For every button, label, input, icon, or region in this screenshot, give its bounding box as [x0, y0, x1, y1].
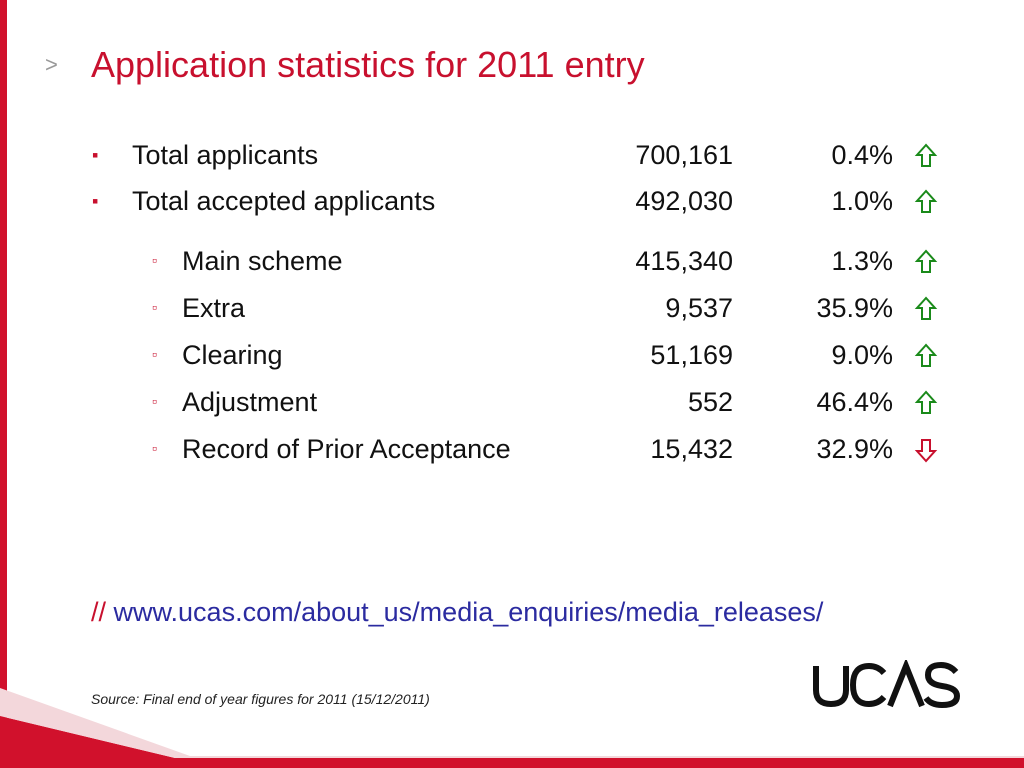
- square-bullet-icon: ▪: [92, 145, 99, 165]
- stat-count: 552: [687, 387, 733, 417]
- stat-row-record-of-prior-acceptance: [0, 434, 1024, 470]
- hollow-square-bullet-icon: ▫: [152, 299, 157, 315]
- stat-count: 700,161: [635, 140, 733, 170]
- stat-row-main-scheme: [0, 246, 1024, 282]
- hollow-square-bullet-icon: ▫: [152, 440, 157, 456]
- arrow-up-icon: [914, 342, 938, 370]
- stat-change: 0.4%: [831, 140, 893, 170]
- stat-row-total-applicants: [0, 140, 1024, 176]
- stat-change: 1.3%: [831, 246, 893, 276]
- stat-label: Record of Prior Acceptance: [182, 434, 511, 464]
- media-releases-link[interactable]: [91, 597, 823, 628]
- hollow-square-bullet-icon: ▫: [152, 346, 157, 362]
- stat-label: Total accepted applicants: [132, 186, 436, 216]
- stat-change: 9.0%: [831, 340, 893, 370]
- stat-row-clearing: [0, 340, 1024, 376]
- arrow-up-icon: [914, 142, 938, 170]
- stat-label: Clearing: [182, 340, 283, 370]
- arrow-down-icon: [914, 436, 938, 464]
- stat-label: Extra: [182, 293, 246, 323]
- stat-change: 32.9%: [816, 434, 893, 464]
- stat-count: 51,169: [650, 340, 733, 370]
- title-marker-icon: >: [45, 52, 58, 77]
- link-url[interactable]: www.ucas.com/about_us/media_enquiries/media_releases/: [113, 597, 824, 627]
- stat-change: 35.9%: [816, 293, 893, 323]
- link-prefix: //: [91, 597, 107, 627]
- stat-count: 415,340: [635, 246, 733, 276]
- source-note: Source: Final end of year figures for 2011 (15/12/2011): [91, 691, 430, 707]
- stat-label: Main scheme: [182, 246, 343, 276]
- bottom-accent-band: [0, 758, 1024, 768]
- ucas-logo: [812, 660, 962, 710]
- stat-change: 46.4%: [816, 387, 893, 417]
- arrow-up-icon: [914, 248, 938, 276]
- stat-count: 9,537: [665, 293, 733, 323]
- stat-count: 15,432: [650, 434, 733, 464]
- stat-label: Adjustment: [182, 387, 318, 417]
- page-title: Application statistics for 2011 entry: [91, 44, 645, 85]
- arrow-up-icon: [914, 295, 938, 323]
- hollow-square-bullet-icon: ▫: [152, 393, 157, 409]
- arrow-up-icon: [914, 389, 938, 417]
- arrow-up-icon: [914, 188, 938, 216]
- square-bullet-icon: ▪: [92, 191, 99, 211]
- left-accent-rule: [0, 0, 7, 768]
- stat-change: 1.0%: [831, 186, 893, 216]
- hollow-square-bullet-icon: ▫: [152, 252, 157, 268]
- stat-row-total-accepted: [0, 186, 1024, 222]
- stat-label: Total applicants: [132, 140, 319, 170]
- stat-row-extra: [0, 293, 1024, 329]
- stat-count: 492,030: [635, 186, 733, 216]
- stat-row-adjustment: [0, 387, 1024, 423]
